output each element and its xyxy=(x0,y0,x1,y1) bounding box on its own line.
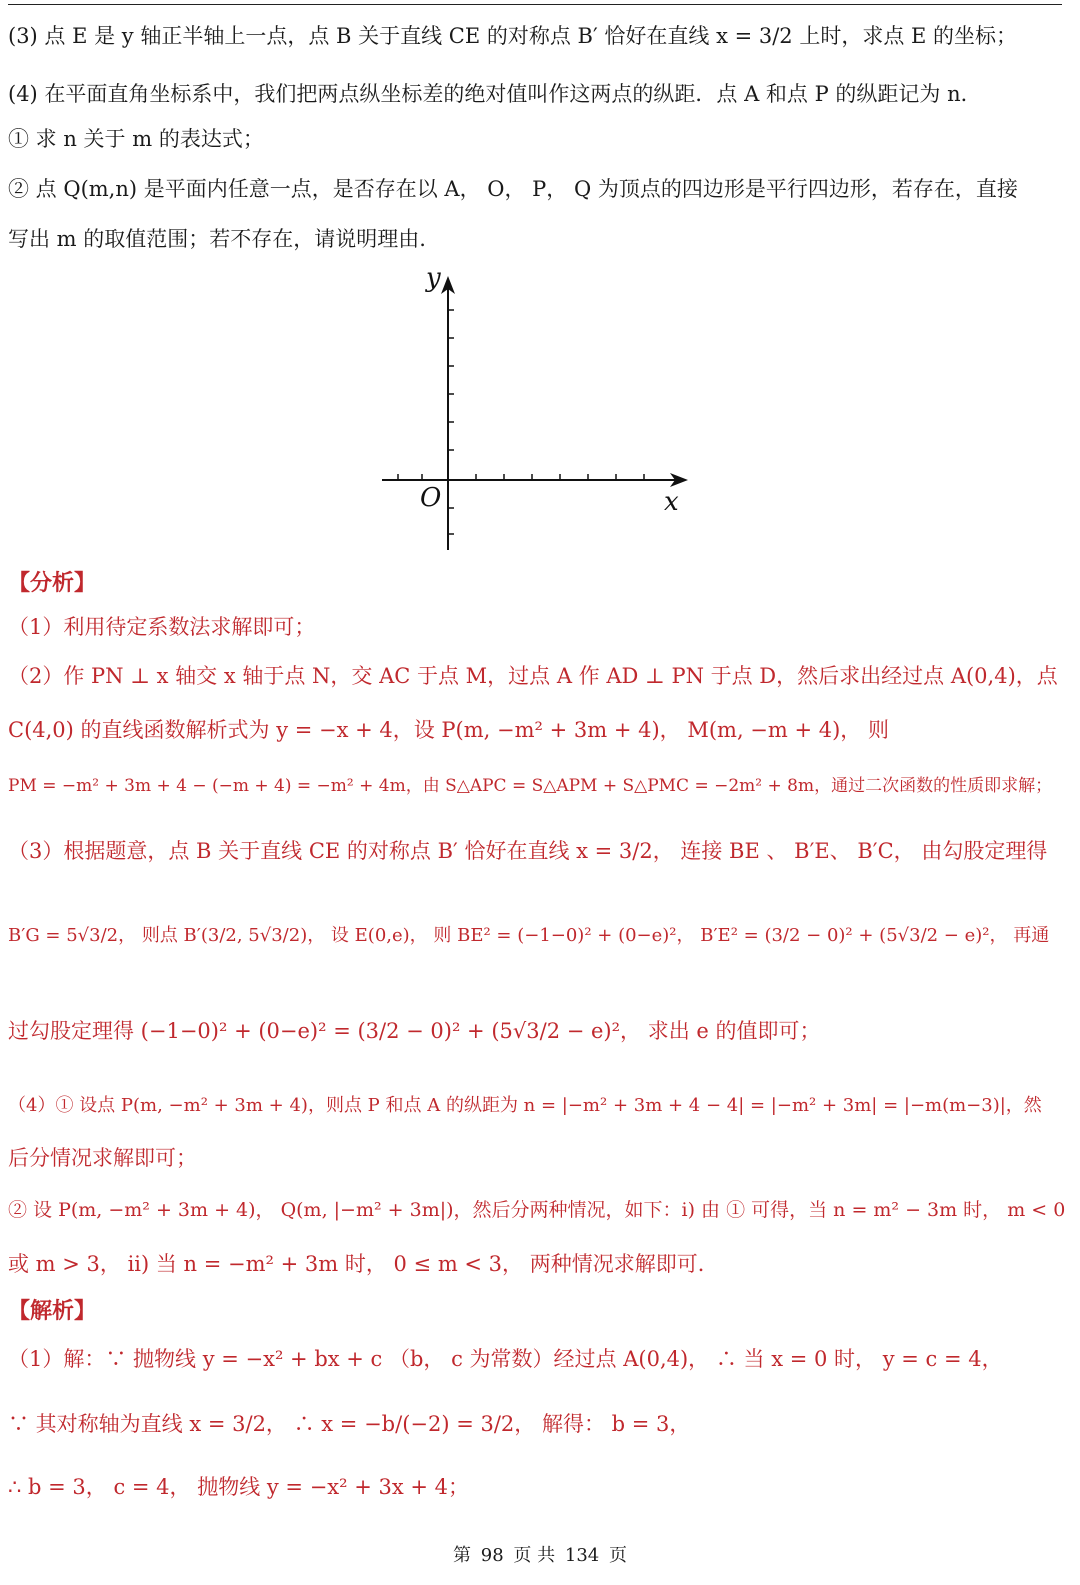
analysis-line-10: ② 设 P(m, −m² + 3m + 4)， Q(m, |−m² + 3m|)，然后分两种情况，如下：i) 由 ① 可得，当 n = m² − 3m 时， m < 0 xyxy=(8,1199,1066,1221)
analysis-heading: 【分析】 xyxy=(8,571,97,596)
footer-suffix: 页 xyxy=(608,1545,627,1566)
analysis-line-8: （4）① 设点 P(m, −m² + 3m + 4)，则点 P 和点 A 的纵距为 n = |−m² + 3m + 4 − 4| = |−m² + 3m| = |−m(m−3)|，然 xyxy=(8,1095,1042,1116)
analysis-line-5: （3）根据题意，点 B 关于直线 CE 的对称点 B′ 恰好在直线 x = 3/2， 连接 BE 、 B′E、 B′C， 由勾股定理得 xyxy=(8,839,1048,863)
analysis-line-2: （2）作 PN ⊥ x 轴交 x 轴于点 N，交 AC 于点 M，过点 A 作 AD ⊥ PN 于点 D，然后求出经过点 A(0,4)，点 xyxy=(8,664,1058,688)
page-footer xyxy=(0,1541,1080,1567)
solution-line-2: ∵ 其对称轴为直线 x = 3/2， ∴ x = −b/(−2) = 3/2， 解得： b = 3， xyxy=(8,1412,691,1436)
coordinate-axes-figure xyxy=(370,262,700,554)
question-part4-2-line1: ② 点 Q(m,n) 是平面内任意一点，是否存在以 A， O， P， Q 为顶点的四边形是平行四边形，若存在，直接 xyxy=(8,177,1018,201)
analysis-line-3: C(4,0) 的直线函数解析式为 y = −x + 4，设 P(m, −m² + 3m + 4)， M(m, −m + 4)， 则 xyxy=(8,718,889,742)
origin-label: O xyxy=(420,483,442,513)
question-part4: (4) 在平面直角坐标系中，我们把两点纵坐标差的绝对值叫作这两点的纵距．点 A 和点 P 的纵距记为 n． xyxy=(8,82,982,106)
analysis-line-6: B′G = 5√3/2， 则点 B′(3/2, 5√3/2)， 设 E(0,e)， 则 BE² = (−1−0)² + (0−e)²， B′E² = (3/2 − 0)² + (5√3/2 − e)²， 再通 xyxy=(8,925,1050,946)
top-rule xyxy=(8,4,1062,5)
analysis-line-11: 或 m > 3， ii) 当 n = −m² + 3m 时， 0 ≤ m < 3， 两种情况求解即可． xyxy=(8,1252,719,1276)
footer-prefix: 第 xyxy=(453,1545,472,1566)
analysis-line-4: PM = −m² + 3m + 4 − (−m + 4) = −m² + 4m，由 S△APC = S△APM + S△PMC = −2m² + 8m，通过二次函数的性质即求解； xyxy=(8,776,1053,796)
footer-total-pages: 134 xyxy=(564,1545,600,1566)
analysis-line-1: （1）利用待定系数法求解即可； xyxy=(8,615,316,639)
x-axis-label: x xyxy=(664,487,679,517)
footer-page-number: 98 xyxy=(480,1545,504,1566)
question-part4-1: ① 求 n 关于 m 的表达式； xyxy=(8,127,264,151)
footer-mid: 页 共 xyxy=(513,1545,556,1566)
question-part3: (3) 点 E 是 y 轴正半轴上一点，点 B 关于直线 CE 的对称点 B′ 恰好在直线 x = 3/2 上时，求点 E 的坐标； xyxy=(8,24,1018,48)
analysis-line-9: 后分情况求解即可； xyxy=(8,1146,197,1170)
solution-heading: 【解析】 xyxy=(8,1299,97,1324)
question-part4-2-line2: 写出 m 的取值范围；若不存在，请说明理由. xyxy=(8,227,426,251)
solution-line-3: ∴ b = 3， c = 4， 抛物线 y = −x² + 3x + 4； xyxy=(8,1475,470,1499)
analysis-line-7: 过勾股定理得 (−1−0)² + (0−e)² = (3/2 − 0)² + (5√3/2 − e)²， 求出 e 的值即可； xyxy=(8,1019,821,1043)
y-axis-label: y xyxy=(426,263,441,293)
solution-line-1: （1）解：∵ 抛物线 y = −x² + bx + c （b， c 为常数）经过点 A(0,4)， ∴ 当 x = 0 时， y = c = 4， xyxy=(8,1347,1003,1371)
